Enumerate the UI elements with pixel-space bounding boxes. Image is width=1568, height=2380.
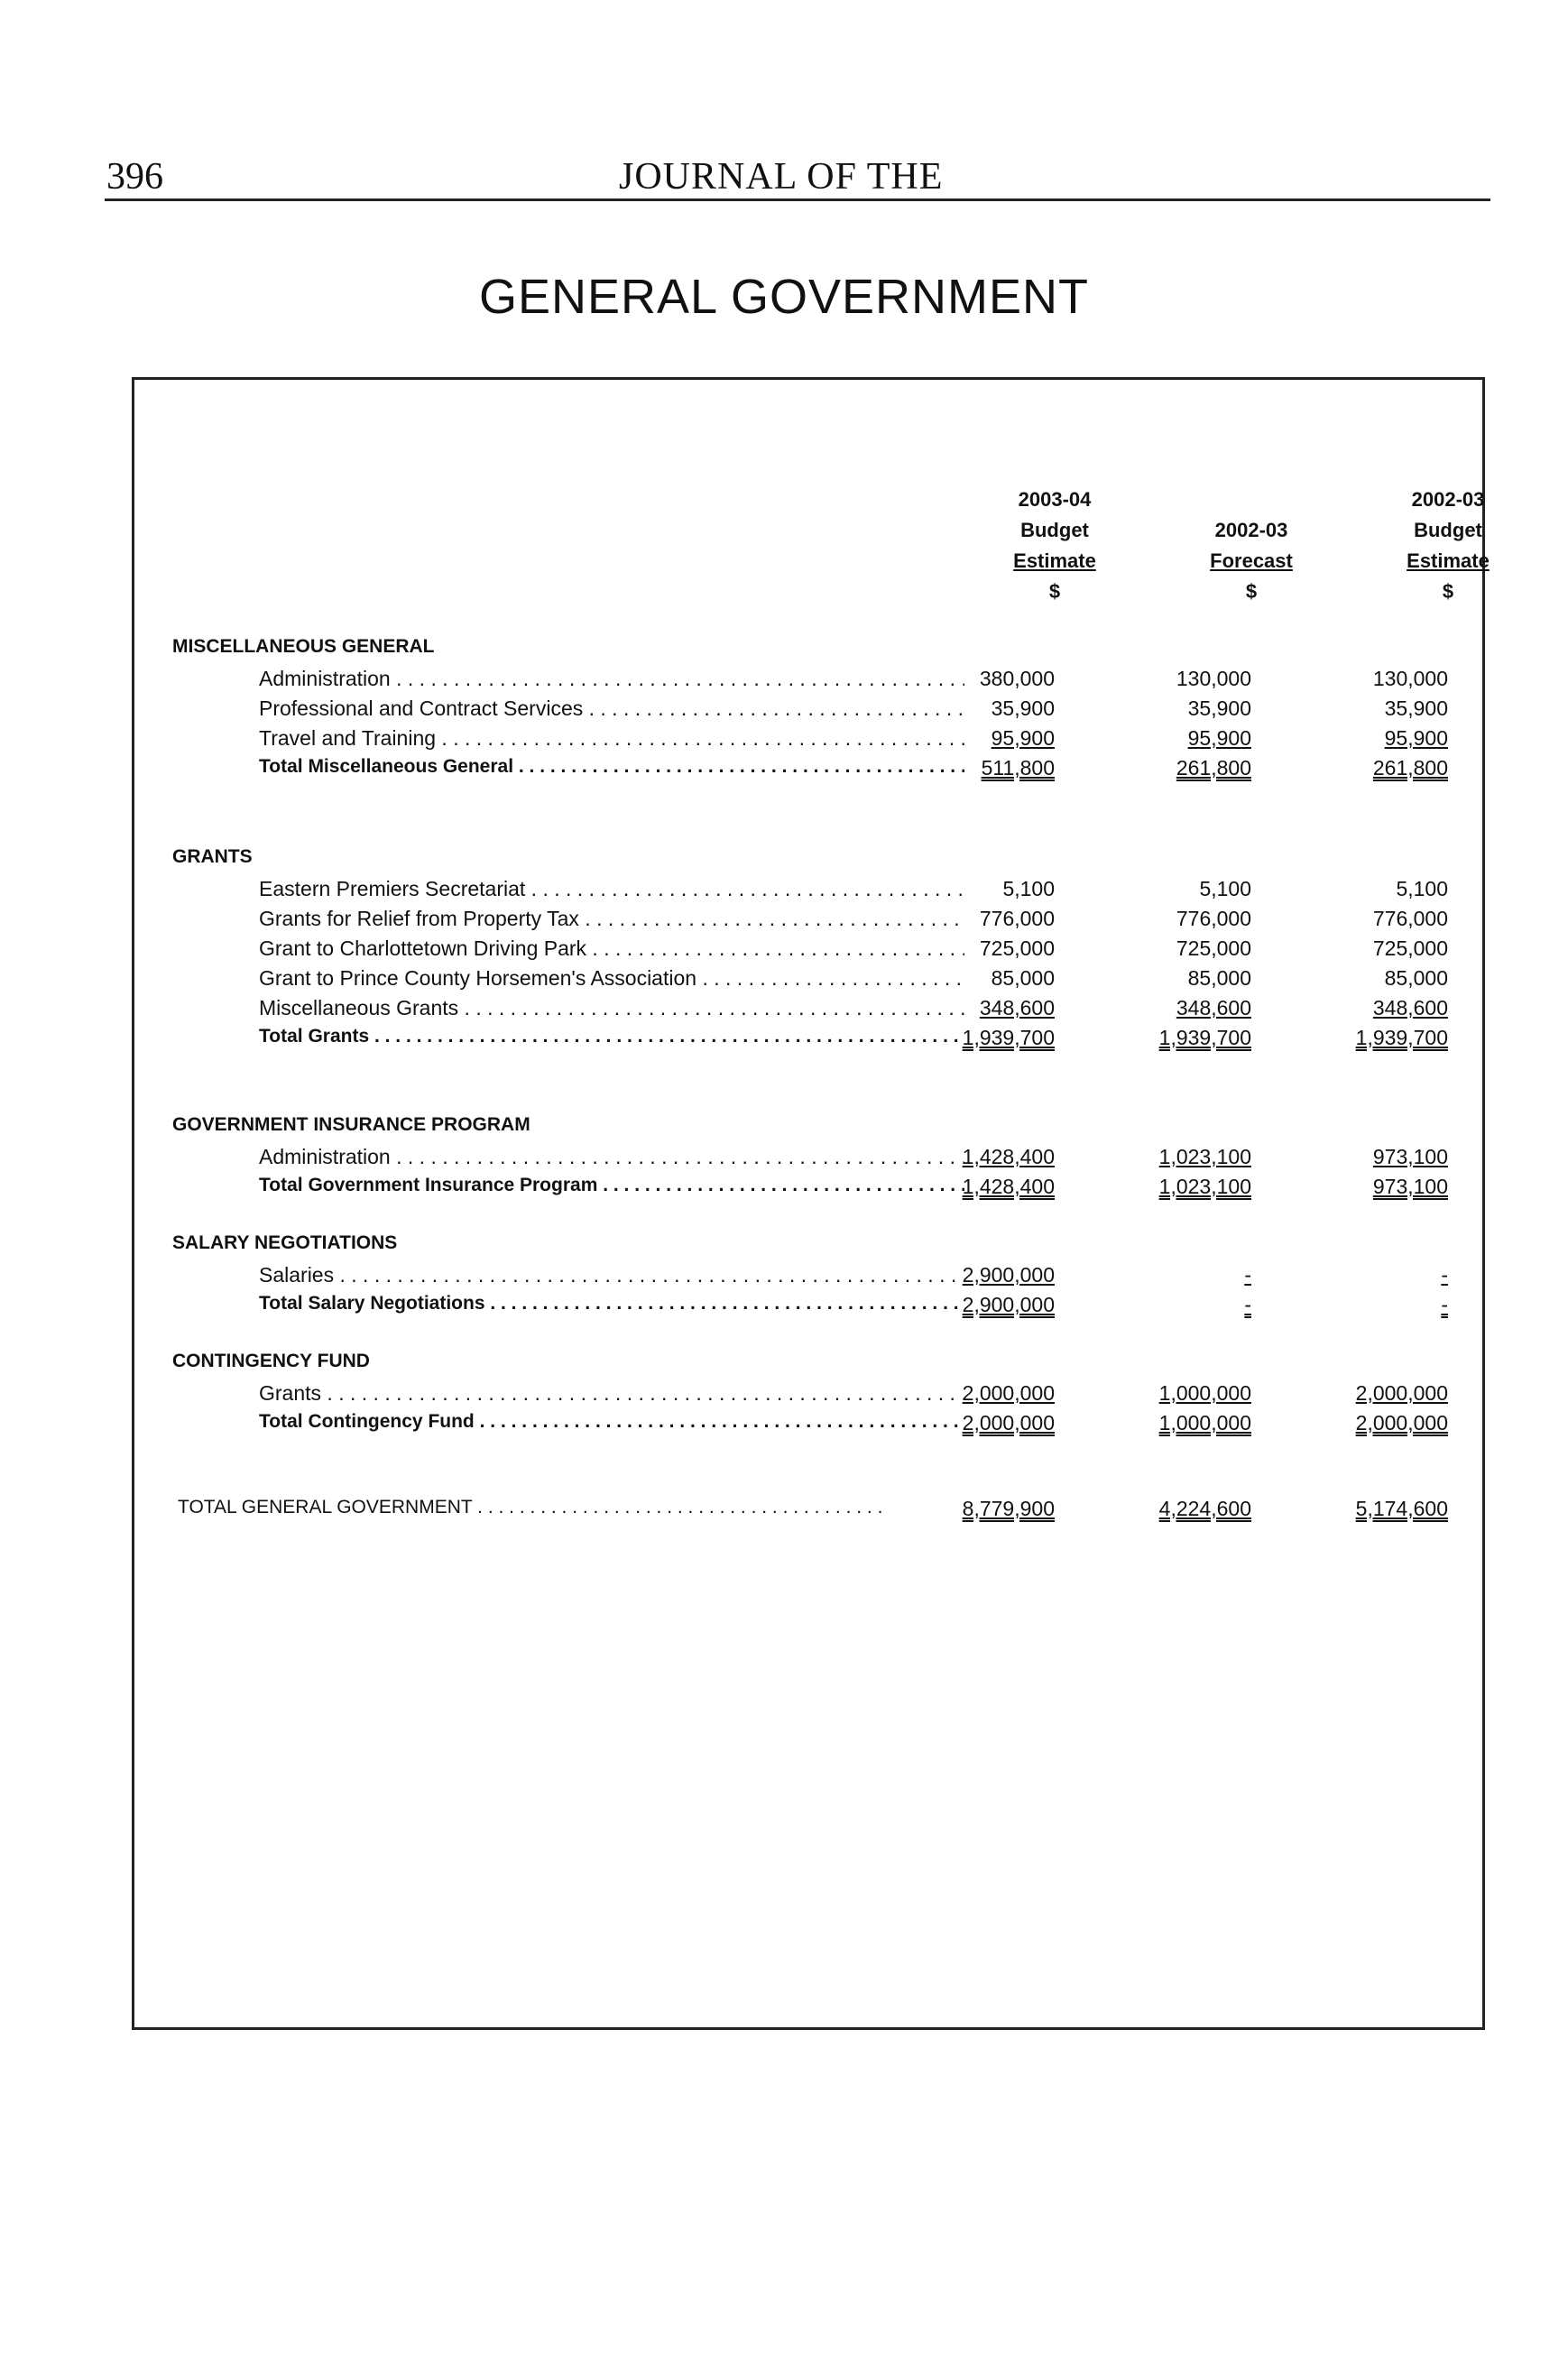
- total-row: Total Miscellaneous General . . . 511,800 261,800 261,800: [134, 756, 1488, 787]
- budget-table: [132, 377, 1490, 2030]
- grand-total-row: TOTAL GENERAL GOVERNMENT . . . 8,779,900 4,224,600 5,174,600: [134, 1497, 1488, 1527]
- total-row: Total Salary Negotiations . . . 2,900,000 - -: [134, 1293, 1488, 1324]
- section-heading: GRANTS: [172, 846, 253, 867]
- table-row: Administration . . . 1,428,400 1,023,100 973,100: [134, 1145, 1488, 1176]
- section-heading: MISCELLANEOUS GENERAL: [172, 636, 435, 657]
- table-row: Grants for Relief from Property Tax . . . 776,000 776,000 776,000: [134, 907, 1488, 937]
- table-row: Miscellaneous Grants . . . 348,600 348,600 348,600: [134, 996, 1488, 1027]
- total-row: Total Contingency Fund . . . 2,000,000 1,000,000 2,000,000: [134, 1411, 1488, 1442]
- section-heading: SALARY NEGOTIATIONS: [172, 1232, 398, 1253]
- document-title: GENERAL GOVERNMENT: [478, 270, 1090, 324]
- column-header-budget-2002-03: 2002-03 Budget Estimate $: [1407, 488, 1490, 603]
- section-heading: CONTINGENCY FUND: [172, 1351, 370, 1371]
- table-row: Salaries . . . 2,900,000 - -: [134, 1263, 1488, 1294]
- table-row: Grants . . . 2,000,000 1,000,000 2,000,000: [134, 1381, 1488, 1412]
- journal-title: JOURNAL OF THE: [619, 156, 944, 198]
- table-row: Travel and Training . . . 95,900 95,900 95,900: [134, 726, 1488, 757]
- column-header-budget-2003-04: 2003-04 Budget Estimate $: [1013, 488, 1096, 603]
- table-row: Grant to Charlottetown Driving Park . . . 725,000 725,000 725,000: [134, 936, 1488, 967]
- section-heading: GOVERNMENT INSURANCE PROGRAM: [172, 1114, 530, 1135]
- total-row: Total Grants . . . 1,939,700 1,939,700 1,939,700: [134, 1026, 1488, 1056]
- table-row: Eastern Premiers Secretariat . . . 5,100 5,100 5,100: [134, 877, 1488, 908]
- total-row: Total Government Insurance Program . . . 1,428,400 1,023,100 973,100: [134, 1175, 1488, 1205]
- column-header-forecast-2002-03: 2002-03 Forecast $: [1210, 519, 1293, 603]
- table-row: Administration . . . 380,000 130,000 130,000: [134, 667, 1488, 697]
- running-head: [105, 152, 1490, 201]
- table-row: Grant to Prince County Horsemen's Association . . . 85,000 85,000 85,000: [134, 966, 1488, 997]
- page-number: 396: [106, 156, 163, 198]
- table-row: Professional and Contract Services . . . 35,900 35,900 35,900: [134, 696, 1488, 727]
